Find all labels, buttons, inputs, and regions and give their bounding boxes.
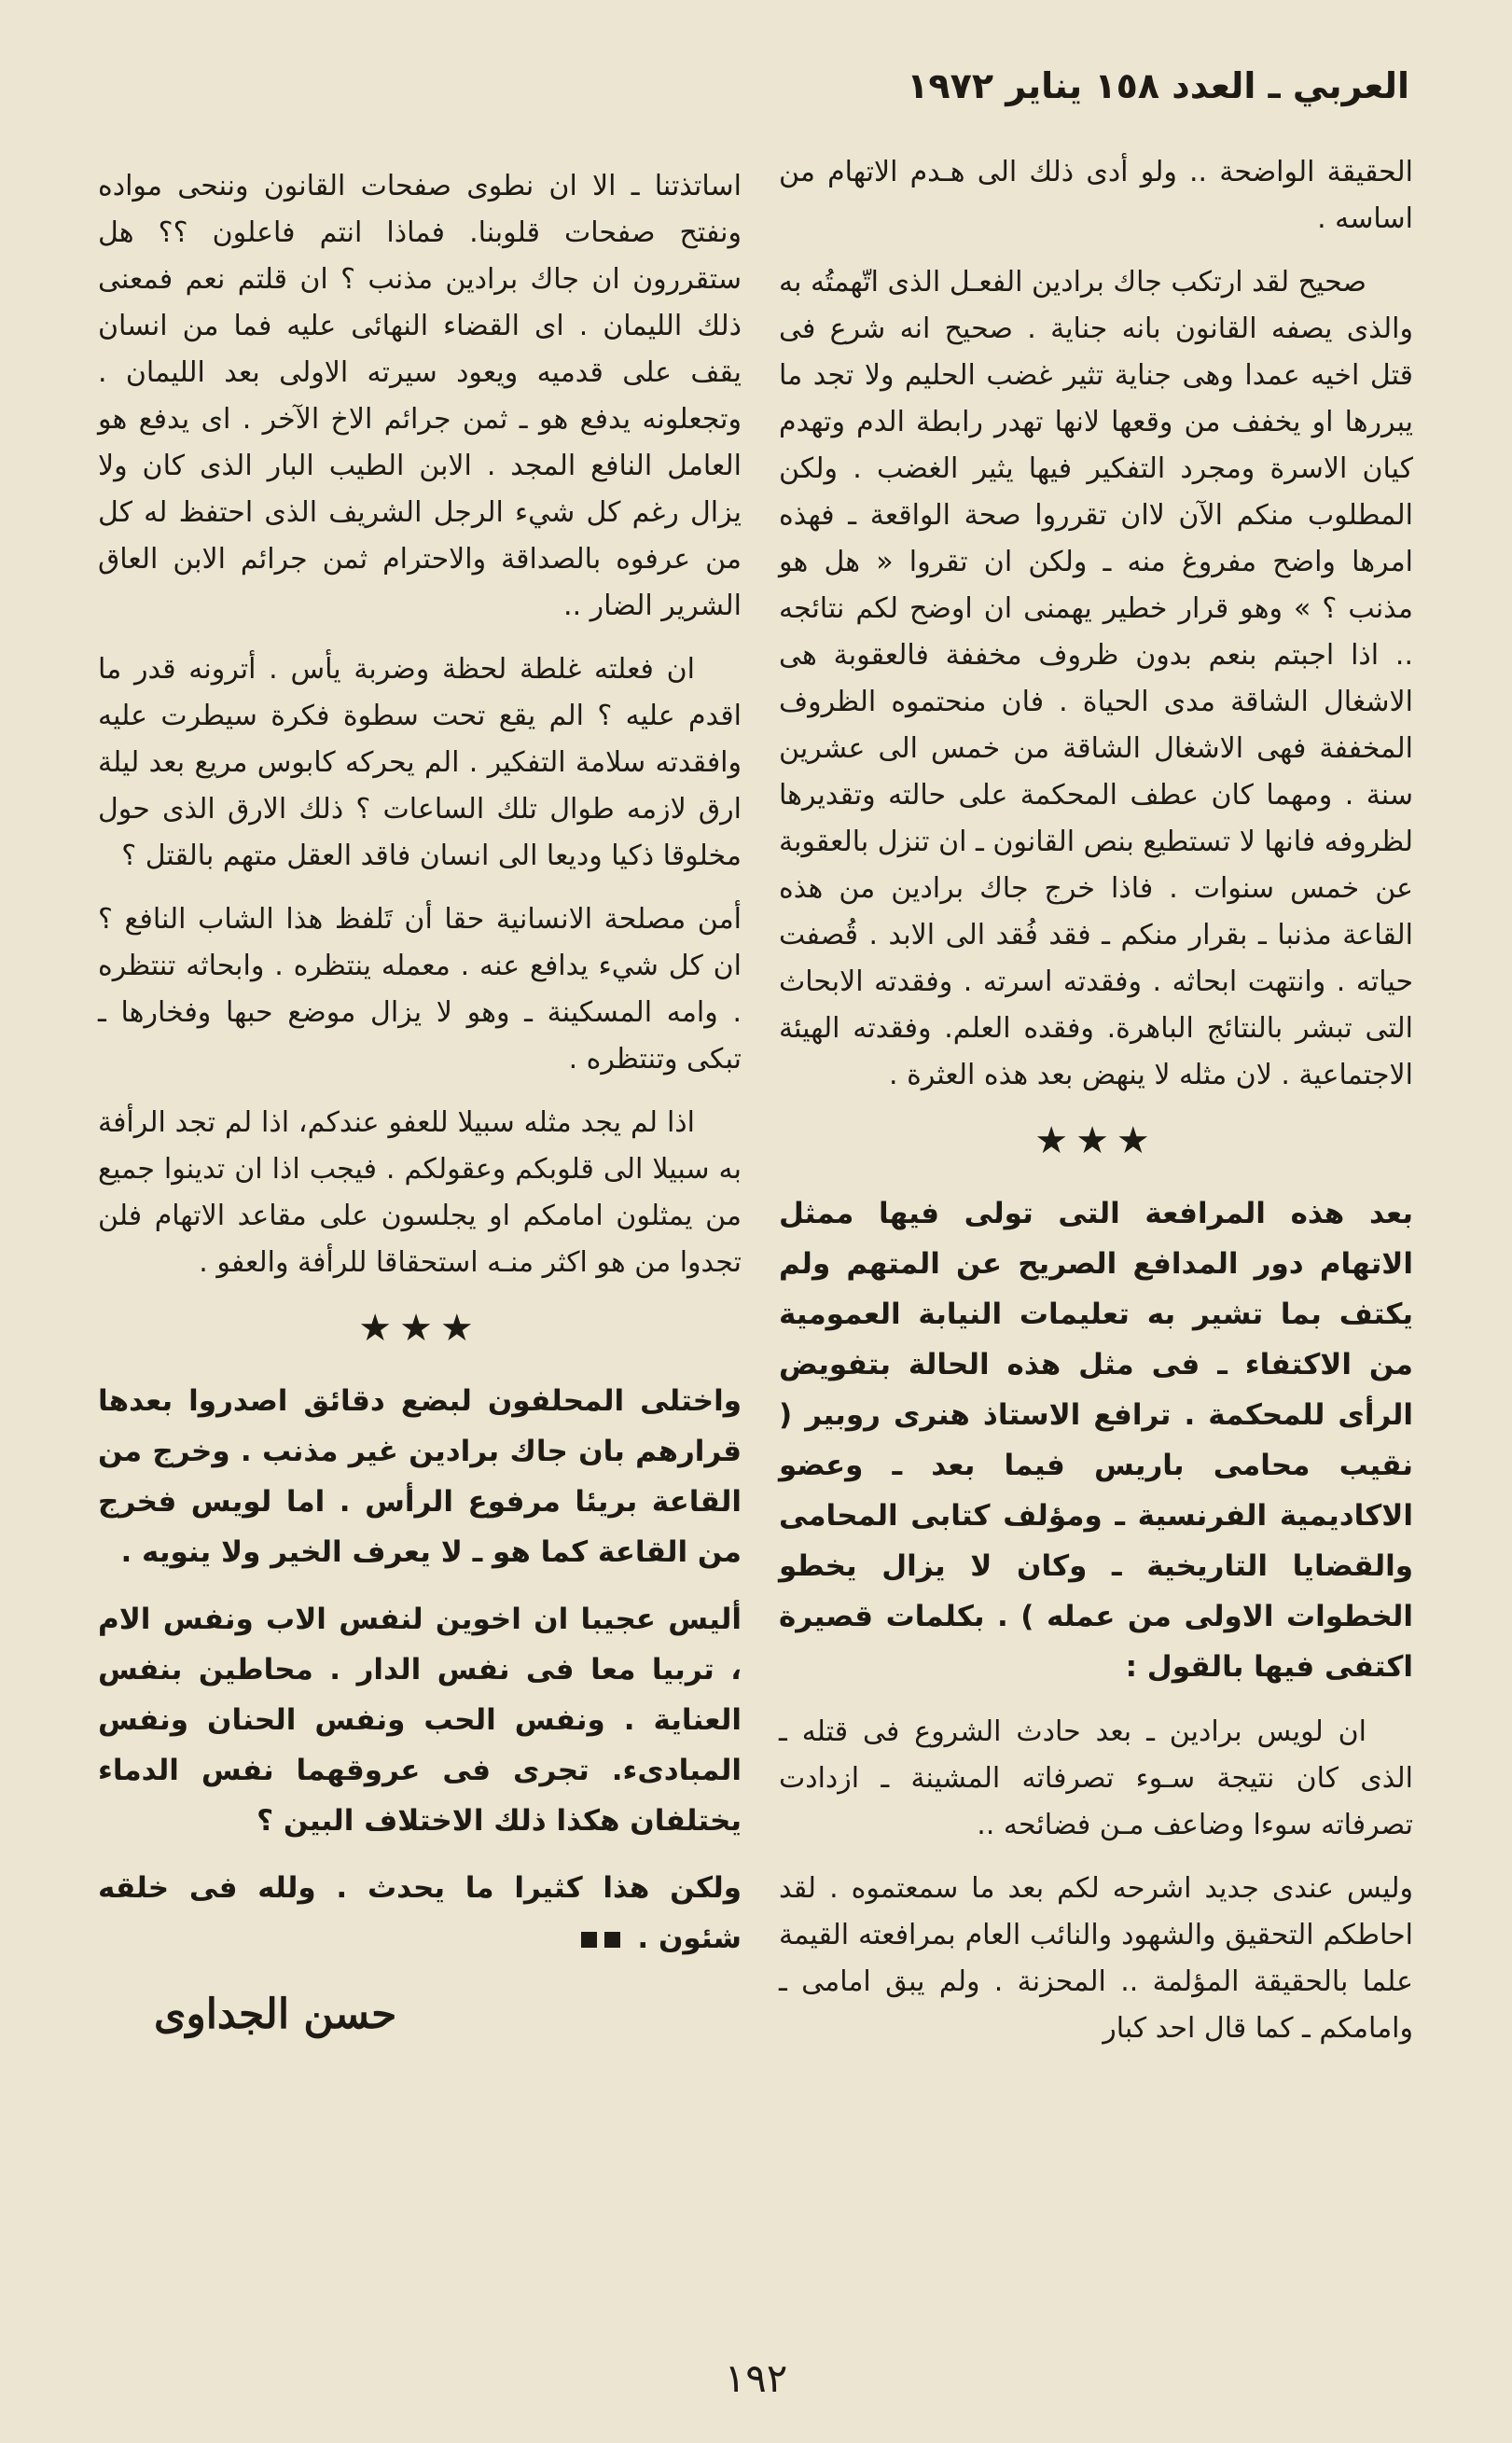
paragraph: وليس عندى جديد اشرحه لكم بعد ما سمعتموه . لقد احاطكم التحقيق والشهود والنائب العام بمرافعته القيمة علما بالحقيقة المؤلمة .. المحزنة . ولم يبق امامى ـ وامامكم ـ كما قال احد كبار xyxy=(779,1872,1413,2045)
right-column xyxy=(779,149,1413,2069)
end-of-article-mark xyxy=(604,1932,620,1948)
paragraph: الحقيقة الواضحة .. ولو أدى ذلك الى هـدم الاتهام من اساسه . xyxy=(779,156,1413,235)
left-column xyxy=(98,163,742,2038)
end-of-article-mark xyxy=(581,1932,597,1948)
paragraph: ان لويس برادين ـ بعد حادث الشروع فى قتله ـ الذى كان نتيجة سـوء تصرفاته المشينة ـ ازدادت تصرفاته سوءا وضاعف مـن فضائحه .. xyxy=(779,1715,1413,1841)
narrative-bold-paragraph: بعد هذه المرافعة التى تولى فيها ممثل الاتهام دور المدافع الصريح عن المتهم ولم يكتف بما تشير به تعليمات النيابة العمومية من الاكتفاء ـ فى مثل هذه الحالة بتفويض الرأى للمحكمة . ترافع الاستاذ هنرى روبير ( نقيب محامى باريس فيما بعد ـ وعضو الاكاديمية الفرنسية ـ ومؤلف كتابى المحامى والقضايا التاريخية ـ وكان لا يزال يخطو الخطوات الاولى من عمله ) . بكلمات قصيرة اكتفى فيها بالقول : xyxy=(779,1197,1413,1684)
paragraph: اذا لم يجد مثله سبيلا للعفو عندكم، اذا لم تجد الرأفة به سبيلا الى قلوبكم وعقولكم . فيجب اذا ان تدينوا جميع من يمثلون امامكم او يجلسون على مقاعد الاتهام فلن تجدوا من هو اكثر منـه استحقاقا للرأفة والعفو . xyxy=(98,1106,742,1279)
narrative-bold-paragraph: واختلى المحلفون لبضع دقائق اصدروا بعدها قرارهم بان جاك برادين غير مذنب . وخرج من القاعة بريئا مرفوع الرأس . اما لويس فخرج من القاعة كما هو ـ لا يعرف الخير ولا ينويه . xyxy=(98,1384,742,1569)
author-signature: حسن الجداوى xyxy=(154,1991,397,2038)
page-number: ١٩٢ xyxy=(724,2355,788,2401)
narrative-bold-paragraph: أليس عجيبا ان اخوين لنفس الاب ونفس الام ، تربيا معا فى نفس الدار . محاطين بنفس العناية . ونفس الحب ونفس الحنان ونفس المبادىء. تجرى فى عروقهما نفس الدماء يختلفان هكذا ذلك الاختلاف البين ؟ xyxy=(98,1603,742,1838)
paragraph: اساتذتنا ـ الا ان نطوى صفحات القانون وننحى مواده ونفتح صفحات قلوبنا. فماذا انتم فاعلون ؟؟ هل ستقررون ان جاك برادين مذنب ؟ ان قلتم نعم فمعنى ذلك الليمان . اى القضاء النهائى عليه فما من انسان يقف على قدميه ويعود سيرته الاولى بعد الليمان . وتجعلونه يدفع هو ـ ثمن جرائم الاخ الآخر . اى يدفع هو العامل النافع المجد . الابن الطيب البار الذى كان ولا يزال رغم كل شيء الرجل الشريف الذى احتفظ له كل من عرفوه بالصداقة والاحترام ثمن جرائم الابن العاق الشرير الضار .. xyxy=(98,170,742,622)
closing-bold-paragraph xyxy=(98,1863,742,1964)
section-divider-stars: ★★★ xyxy=(358,1307,481,1350)
section-divider-stars: ★★★ xyxy=(1034,1119,1158,1162)
paragraph: صحيح لقد ارتكب جاك برادين الفعـل الذى اتّهمتُه به والذى يصفه القانون بانه جناية . صحيح انه شرع فى قتل اخيه عمدا وهى جناية تثير غضب الحليم ولا تجد ما يبررها او يخفف من وقعها لانها تهدر رابطة الدم وتهدم كيان الاسرة ومجرد التفكير فيها يثير الغضب . ولكن المطلوب منكم الآن لاان تقرروا صحة الواقعة ـ فهذه امرها واضح مفروغ منه ـ ولكن ان تقروا « هل هو مذنب ؟ » وهو قرار خطير يهمنى ان اوضح لكم نتائجه .. اذا اجبتم بنعم بدون ظروف مخففة فالعقوبة هى الاشغال الشاقة مدى الحياة . فان منحتموه الظروف المخففة فهى الاشغال الشاقة من خمس الى عشرين سنة . ومهما كان عطف المحكمة على حالته وتقديرها لظروفه فانها لا تستطيع بنص القانون ـ ان تنزل بالعقوبة عن خمس سنوات . فاذا خرج جاك برادين من هذه القاعة مذنبا ـ بقرار منكم ـ فقد فُقد الى الابد . قُصفت حياته . وانتهت ابحاثه . وفقدته اسرته . وفقدته الابحاث التى تبشر بالنتائج الباهرة. وفقده العلم. وفقدته الهيئة الاجتماعية . لان مثله لا ينهض بعد هذه العثرة . xyxy=(779,266,1413,1091)
paragraph: ان فعلته غلطة لحظة وضربة يأس . أترونه قدر ما اقدم عليه ؟ الم يقع تحت سطوة فكرة سيطرت عليه وافقدته سلامة التفكير . الم يحركه كابوس مريع بعد ليلة ارق لازمه طوال تلك الساعات ؟ ذلك الارق الذى حول مخلوقا ذكيا وديعا الى انسان فاقد العقل متهم بالقتل ؟ xyxy=(98,653,742,872)
closing-text: ولكن هذا كثيرا ما يحدث . ولله فى خلقه شئون . xyxy=(98,1871,742,1955)
running-header: العربي ـ العدد ١٥٨ يناير ١٩٧٢ xyxy=(907,65,1409,106)
paragraph: أمن مصلحة الانسانية حقا أن تَلفظ هذا الشاب النافع ؟ ان كل شيء يدافع عنه . معمله ينتظره . وابحاثه تنتظره . وامه المسكينة ـ وهو لا يزال موضع حبها وفخارها ـ تبكى وتنتظره . xyxy=(98,903,742,1076)
